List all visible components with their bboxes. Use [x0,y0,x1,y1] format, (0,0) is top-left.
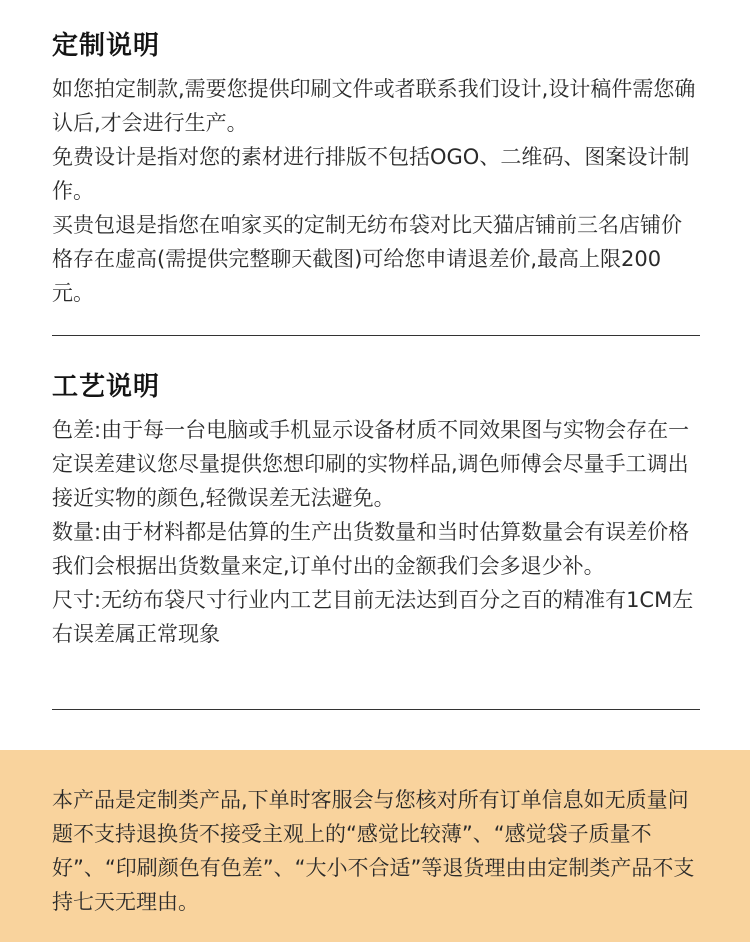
customization-paragraph-2: 免费设计是指对您的素材进行排版不包括OGO、二维码、图案设计制作。 [52,145,690,203]
customization-section [52,26,700,310]
craft-section [52,367,700,651]
section-divider [52,709,700,710]
section-divider [52,335,700,336]
craft-paragraph-color: 色差:由于每一台电脑或手机显示设备材质不同效果图与实物会存在一定误差建议您尽量提供您想印刷的实物样品,调色师傅会尽量手工调出接近实物的颜色,轻微误差无法避免。 [52,418,690,510]
customization-paragraph-3: 买贵包退是指您在咱家买的定制无纺布袋对比天猫店铺前三名店铺价格存在虚高(需提供完整聊天截图)可给您申请退差价,最高上限200元。 [52,213,682,305]
return-policy-notice [0,750,750,942]
craft-paragraph-size: 尺寸:无纺布袋尺寸行业内工艺目前无法达到百分之百的精准有1CM左右误差属正常现象 [52,588,694,646]
craft-title: 工艺说明 [52,372,161,402]
customization-title: 定制说明 [52,31,161,61]
customization-paragraph-1: 如您拍定制款,需要您提供印刷文件或者联系我们设计,设计稿件需您确认后,才会进行生产。 [52,77,696,135]
craft-paragraph-quantity: 数量:由于材料都是估算的生产出货数量和当时估算数量会有误差价格我们会根据出货数量来定,订单付出的金额我们会多退少补。 [52,520,690,578]
return-policy-text: 本产品是定制类产品,下单时客服会与您核对所有订单信息如无质量问题不支持退换货不接受主观上的“感觉比较薄”、“感觉袋子质量不好”、“印刷颜色有色差”、“大小不合适”等退货理由由定制类产品不支持七天无理由。 [52,788,695,914]
